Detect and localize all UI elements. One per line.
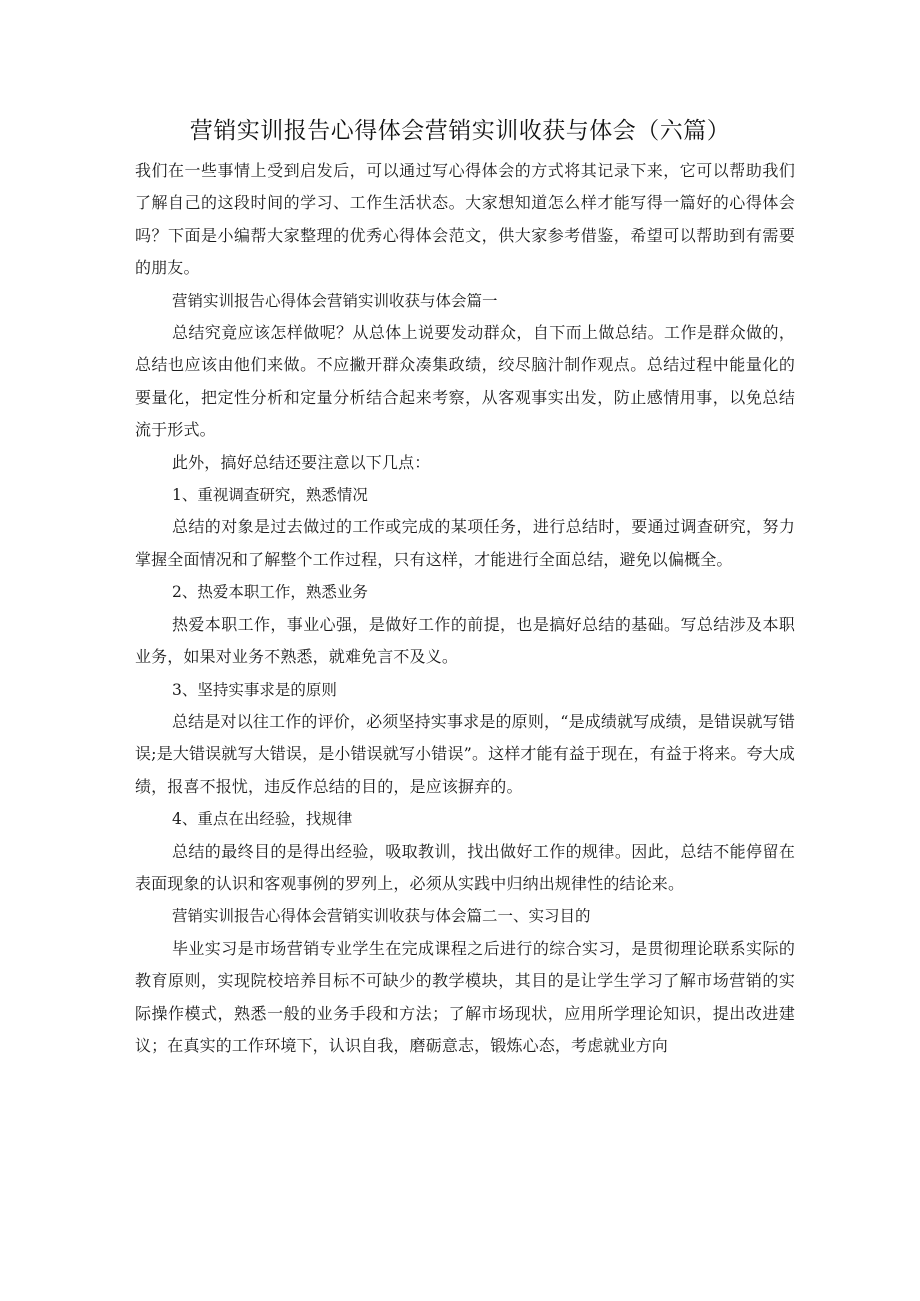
paragraph-notes-intro: 此外，搞好总结还要注意以下几点： [172, 452, 431, 472]
paragraph-summary-method: 总结究竟应该怎样做呢？从总体上说要发动群众，自下而上做总结。工作是群众做的，总结也应该由他们来做。不应撇开群众凑集政绩，绞尽脑汁制作观点。总结过程中能量化的要量化，把定性分析和定量分析结合起来考察，从客观事实出发，防止感情用事，以免总结流于形式。 [135, 323, 795, 440]
paragraph-internship: 毕业实习是市场营销专业学生在完成课程之后进行的综合实习，是贯彻理论联系实际的教育原则，实现院校培养目标不可缺少的教学模块，其目的是让学生学习了解市场营销的实际操作模式，熟悉一般的业务手段和方法；了解市场现状，应用所学理论知识，提出改进建议；在真实的工作环境下，认识自我，磨砺意志，锻炼心态，考虑就业方向 [135, 938, 795, 1055]
point-body-1: 总结的对象是过去做过的工作或完成的某项任务，进行总结时，要通过调查研究，努力掌握全面情况和了解整个工作过程，只有这样，才能进行全面总结，避免以偏概全。 [135, 517, 795, 569]
point-heading-1: 1、重视调查研究，熟悉情况 [172, 486, 368, 505]
section-heading-1: 营销实训报告心得体会营销实训收获与体会篇一 [172, 291, 498, 310]
point-heading-3: 3、坚持实事求是的原则 [172, 680, 337, 699]
document-body [135, 155, 795, 1062]
section-heading-2: 营销实训报告心得体会营销实训收获与体会篇二一、实习目的 [172, 907, 591, 926]
point-heading-4: 4、重点在出经验，找规律 [172, 810, 353, 829]
point-body-4: 总结的最终目的是得出经验，吸取教训，找出做好工作的规律。因此，总结不能停留在表面现象的认识和客观事例的罗列上，必须从实践中归纳出规律性的结论来。 [135, 841, 795, 893]
point-body-3: 总结是对以往工作的评价，必须坚持实事求是的原则，“是成绩就写成绩，是错误就写错误;是大错误就写大错误，是小错误就写小错误”。这样才能有益于现在，有益于将来。夸大成绩，报喜不报忧，违反作总结的目的，是应该摒弃的。 [135, 711, 795, 796]
point-body-2: 热爱本职工作，事业心强，是做好工作的前提，也是搞好总结的基础。写总结涉及本职业务，如果对业务不熟悉，就难免言不及义。 [135, 614, 795, 667]
document-title: 营销实训报告心得体会营销实训收获与体会（六篇） [189, 118, 731, 144]
intro-paragraph: 我们在一些事情上受到启发后，可以通过写心得体会的方式将其记录下来，它可以帮助我们了解自己的这段时间的学习、工作生活状态。大家想知道怎么样才能写得一篇好的心得体会吗？下面是小编帮大家整理的优秀心得体会范文，供大家参考借鉴，希望可以帮助到有需要的朋友。 [135, 161, 795, 278]
point-heading-2: 2、热爱本职工作，熟悉业务 [172, 583, 368, 602]
